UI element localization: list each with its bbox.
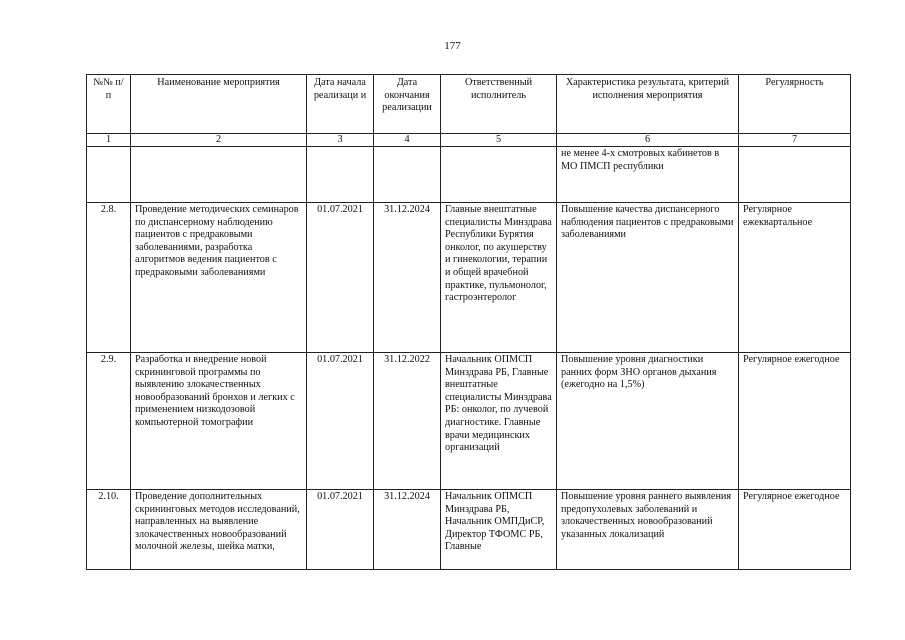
row-start-date-cell: 01.07.2021	[307, 353, 374, 490]
row-start-date-cell	[307, 147, 374, 203]
row-number-cell: 2.9.	[87, 353, 131, 490]
row-regularity-cell: Регулярное ежеквартальное	[739, 203, 851, 353]
header-regularity: Регулярность	[739, 75, 851, 134]
table-row	[87, 147, 851, 203]
row-result-cell: Повышение уровня диагностики ранних форм ЗНО органов дыхания (ежегодно на 1,5%)	[557, 353, 739, 490]
row-start-date-cell: 01.07.2021	[307, 203, 374, 353]
header-end-date: Дата окончания реализации	[374, 75, 441, 134]
row-responsible-cell	[441, 147, 557, 203]
header-start-date: Дата начала реализаци и	[307, 75, 374, 134]
column-number: 6	[557, 134, 739, 147]
column-number: 3	[307, 134, 374, 147]
header-row	[87, 75, 851, 134]
table-row	[87, 490, 851, 570]
row-name-cell: Разработка и внедрение новой скрининговой программы по выявлению злокачественных новообразований бронхов и легких с применением низкодозовой компьютерной томографии	[131, 353, 307, 490]
column-number: 1	[87, 134, 131, 147]
table-row	[87, 203, 851, 353]
column-number: 5	[441, 134, 557, 147]
row-name-cell: Проведение дополнительных скрининговых методов исследований, направленных на выявление злокачественных новообразований молочной железы, шейка матки,	[131, 490, 307, 570]
row-number-cell	[87, 147, 131, 203]
row-result-cell: Повышение качества диспансерного наблюдения пациентов с предраковыми заболеваниями	[557, 203, 739, 353]
header-name: Наименование мероприятия	[131, 75, 307, 134]
measures-table	[86, 74, 851, 570]
row-number-cell: 2.10.	[87, 490, 131, 570]
table-row	[87, 353, 851, 490]
column-number-row	[87, 134, 851, 147]
row-name-cell: Проведение методических семинаров по диспансерному наблюдению пациентов с предраковыми заболеваниями, разработка алгоритмов ведения пациентов с предраковыми заболеваниями	[131, 203, 307, 353]
row-start-date-cell: 01.07.2021	[307, 490, 374, 570]
row-responsible-cell: Главные внештатные специалисты Минздрава Республики Бурятия онколог, по акушерству и гинекологии, терапии и общей врачебной практике, пульмонолог, гастроэнтеролог	[441, 203, 557, 353]
column-number: 2	[131, 134, 307, 147]
row-responsible-cell: Начальник ОПМСП Минздрава РБ, Начальник ОМПДиСР, Директор ТФОМС РБ, Главные	[441, 490, 557, 570]
header-result: Характеристика результата, критерий исполнения мероприятия	[557, 75, 739, 134]
row-end-date-cell	[374, 147, 441, 203]
header-responsible: Ответственный исполнитель	[441, 75, 557, 134]
column-number: 7	[739, 134, 851, 147]
page-number: 177	[444, 40, 461, 52]
row-name-cell	[131, 147, 307, 203]
row-regularity-cell: Регулярное ежегодное	[739, 353, 851, 490]
row-number-cell: 2.8.	[87, 203, 131, 353]
header-num: №№ п/п	[87, 75, 131, 134]
row-end-date-cell: 31.12.2024	[374, 203, 441, 353]
row-regularity-cell: Регулярное ежегодное	[739, 490, 851, 570]
row-end-date-cell: 31.12.2022	[374, 353, 441, 490]
column-number: 4	[374, 134, 441, 147]
row-regularity-cell	[739, 147, 851, 203]
row-result-cell: Повышение уровня раннего выявления предопухолевых заболеваний и злокачественных новообразований указанных локализаций	[557, 490, 739, 570]
row-end-date-cell: 31.12.2024	[374, 490, 441, 570]
row-result-cell: не менее 4-х смотровых кабинетов в МО ПМСП республики	[557, 147, 739, 203]
row-responsible-cell: Начальник ОПМСП Минздрава РБ, Главные внештатные специалисты Минздрава РБ: онколог, по лучевой диагностике. Главные врачи медицинских организаций	[441, 353, 557, 490]
